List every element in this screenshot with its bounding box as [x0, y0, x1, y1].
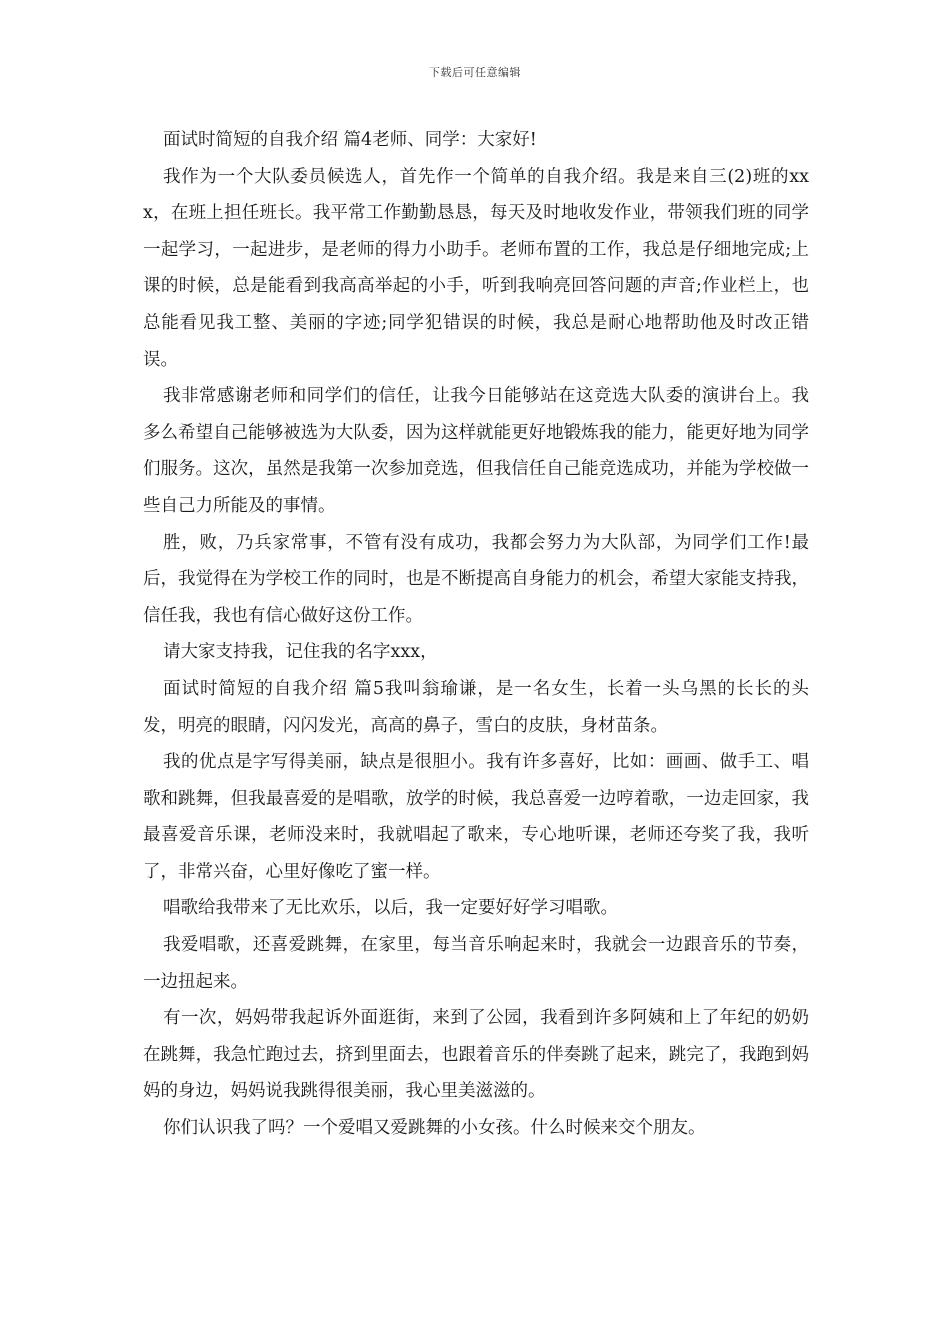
paragraph: 唱歌给我带来了无比欢乐，以后，我一定要好好学习唱歌。 — [163, 898, 618, 919]
paragraph: 请大家支持我，记住我的名字xxx， — [163, 642, 438, 663]
document-body — [143, 122, 809, 1147]
paragraph: 面试时简短的自我介绍 篇4老师、同学：大家好! — [163, 130, 537, 150]
paragraph: 胜，败，乃兵家常事，不管有没有成功，我都会努力为大队部，为同学们工作!最后，我觉得在为学校工作的同时，也是不断提高自身能力的机会，希望大家能支持我，信任我，我也有信心做好这份工作。 — [143, 532, 809, 626]
paragraph: 面试时简短的自我介绍 篇5我叫翁瑜谦，是一名女生，长着一头乌黑的长长的头发，明亮的眼睛，闪闪发光，高高的鼻子，雪白的皮肤，身材苗条。 — [143, 678, 809, 736]
paragraph: 你们认识我了吗？一个爱唱又爱跳舞的小女孩。什么时候来交个朋友。 — [163, 1118, 706, 1139]
page-header-note: 下载后可任意编辑 — [429, 66, 521, 79]
paragraph: 有一次，妈妈带我起诉外面逛街，来到了公园，我看到许多阿姨和上了年纪的奶奶在跳舞，我急忙跑过去，挤到里面去，也跟着音乐的伴奏跳了起来，跳完了，我跑到妈妈的身边，妈妈说我跳得很美丽，我心里美滋滋的。 — [143, 1008, 809, 1102]
paragraph: 我非常感谢老师和同学们的信任，让我今日能够站在这竞选大队委的演讲台上。我多么希望自己能够被选为大队委，因为这样就能更好地锻炼我的能力，能更好地为同学们服务。这次，虽然是我第一次参加竞选，但我信任自己能竞选成功，并能为学校做一些自己力所能及的事情。 — [143, 386, 809, 516]
paragraph: 我的优点是字写得美丽，缺点是很胆小。我有许多喜好，比如：画画、做手工、唱歌和跳舞，但我最喜爱的是唱歌，放学的时候，我总喜爱一边哼着歌，一边走回家，我最喜爱音乐课，老师没来时，我就唱起了歌来，专心地听课，老师还夸奖了我，我听了，非常兴奋，心里好像吃了蜜一样。 — [143, 752, 809, 882]
paragraph: 我爱唱歌，还喜爱跳舞，在家里，每当音乐响起来时，我就会一边跟音乐的节奏，一边扭起来。 — [143, 935, 809, 992]
paragraph: 我作为一个大队委员候选人，首先作一个简单的自我介绍。我是来自三(2)班的xxx，在班上担任班长。我平常工作勤勤恳恳，每天及时地收发作业，带领我们班的同学一起学习，一起进步，是老师的得力小助手。老师布置的工作，我总是仔细地完成;上课的时候，总是能看到我高高举起的小手，听到我响亮回答问题的声音;作业栏上，也总能看见我工整、美丽的字迹;同学犯错误的时候，我总是耐心地帮助他及时改正错误。 — [143, 166, 809, 370]
